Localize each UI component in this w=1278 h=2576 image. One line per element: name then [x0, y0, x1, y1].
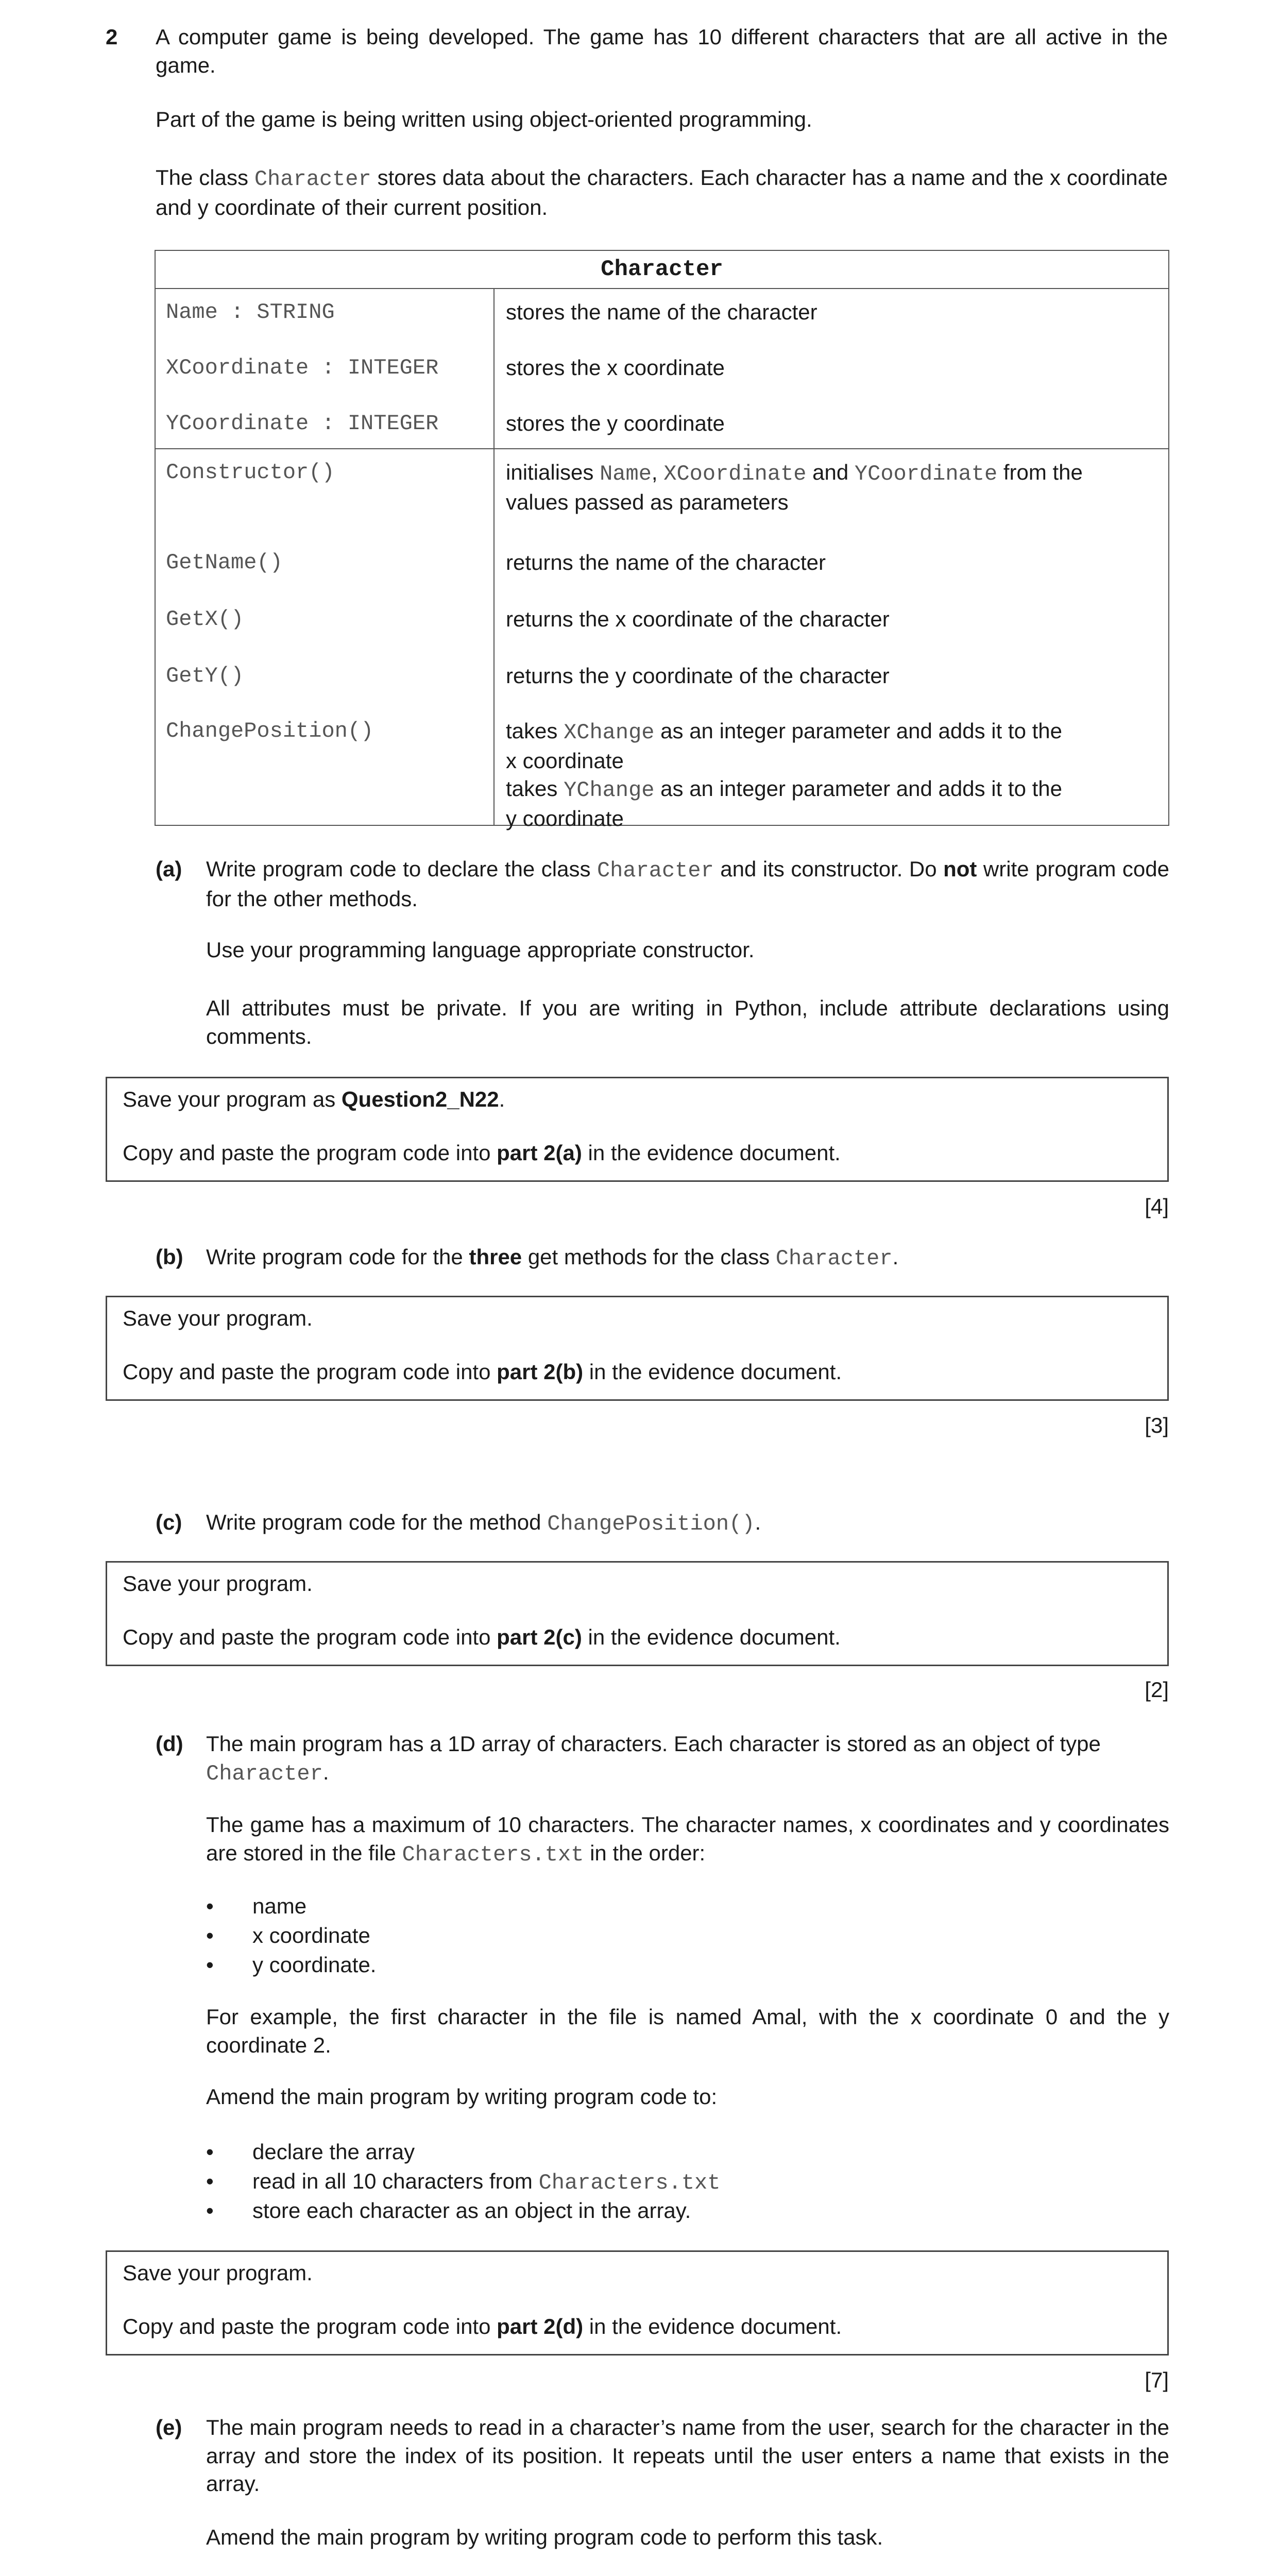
- part-b-evidence-box: [106, 1296, 1169, 1401]
- attr-ycoord-signature: YCoordinate : INTEGER: [166, 411, 439, 436]
- part-d-evidence-box: [106, 2250, 1169, 2355]
- part-d-intro: The main program has a 1D array of characters. Each character is stored as an object of type Character.: [206, 1732, 1101, 1786]
- method-gety-signature: GetY(): [166, 664, 244, 688]
- part-a-copy-instruction: Copy and paste the program code into part 2(a) in the evidence document.: [123, 1141, 841, 1165]
- part-a-private-note: All attributes must be private. If you are writing in Python, include attribute declarations using comments.: [206, 996, 1169, 1048]
- class-table: [155, 250, 1169, 831]
- method-getx-signature: GetX(): [166, 607, 244, 632]
- attr-ycoord-description: stores the y coordinate: [506, 411, 725, 435]
- intro-paragraph-3: The class Character stores data about the characters. Each character has a name and the x coordinate and y coordinate of their current position.: [156, 165, 1168, 219]
- part-b-save-instruction: Save your program.: [123, 1306, 313, 1330]
- part-b-instruction: Write program code for the three get methods for the class Character.: [206, 1245, 899, 1271]
- method-constructor-description: initialises Name, XCoordinate and YCoordinate from the values passed as parameters: [506, 460, 1083, 514]
- part-c-instruction: Write program code for the method ChangePosition().: [206, 1510, 761, 1536]
- part-c-save-instruction: Save your program.: [123, 1571, 313, 1596]
- attr-xcoord-description: stores the x coordinate: [506, 355, 725, 380]
- part-c-label: (c): [156, 1510, 182, 1534]
- part-d-label: (d): [156, 1732, 183, 1756]
- intro-paragraph-1: A computer game is being developed. The game has 10 different characters that are all active in the game.: [156, 25, 1168, 77]
- part-a-instruction: Write program code to declare the class Character and its constructor. Do not write program code for the other methods.: [206, 857, 1169, 911]
- part-c-copy-instruction: Copy and paste the program code into part 2(c) in the evidence document.: [123, 1625, 841, 1649]
- method-gety-description: returns the y coordinate of the character: [506, 664, 890, 688]
- method-getx-description: returns the x coordinate of the character: [506, 607, 890, 631]
- part-a-constructor-note: Use your programming language appropriate constructor.: [206, 938, 755, 962]
- question-number: 2: [106, 25, 118, 49]
- method-getname-description: returns the name of the character: [506, 550, 826, 574]
- part-d-task-declare: declare the array: [252, 2140, 415, 2164]
- class-table-title: Character: [601, 257, 723, 282]
- part-d-field-x: x coordinate: [252, 1923, 370, 1947]
- part-d-task-store: store each character as an object in the array.: [252, 2198, 691, 2223]
- part-b-copy-instruction: Copy and paste the program code into part 2(b) in the evidence document.: [123, 1360, 842, 1384]
- part-d-field-y: y coordinate.: [252, 1953, 377, 1977]
- part-d-field-name: name: [252, 1894, 307, 1918]
- part-d-amend-prompt: Amend the main program by writing program code to:: [206, 2084, 718, 2109]
- part-d-example: For example, the first character in the file is named Amal, with the x coordinate 0 and the y coordinate 2.: [206, 2005, 1169, 2057]
- part-d-marks: [7]: [1145, 2368, 1169, 2392]
- part-d-file-description: The game has a maximum of 10 characters. The character names, x coordinates and y coordinates are stored in the file Characters.txt in the order:: [206, 1812, 1169, 1867]
- part-b-marks: [3]: [1145, 1413, 1169, 1437]
- part-e-label: (e): [156, 2415, 182, 2439]
- part-a-evidence-box: [106, 1077, 1169, 1182]
- method-constructor-signature: Constructor(): [166, 460, 335, 485]
- part-a-label: (a): [156, 857, 182, 881]
- part-d-save-instruction: Save your program.: [123, 2261, 313, 2285]
- part-a-save-instruction: Save your program as Question2_N22.: [123, 1087, 505, 1111]
- method-getname-signature: GetName(): [166, 550, 283, 575]
- part-d-task-read: read in all 10 characters from Characters.txt: [252, 2169, 721, 2195]
- attr-name-description: stores the name of the character: [506, 300, 817, 324]
- part-e-amend-prompt: Amend the main program by writing program code to perform this task.: [206, 2525, 883, 2549]
- part-c-evidence-box: [106, 1561, 1169, 1666]
- part-d-copy-instruction: Copy and paste the program code into part 2(d) in the evidence document.: [123, 2314, 842, 2338]
- method-changeposition-description: takes XChange as an integer parameter and adds it to the x coordinate takes YChange as an integer parameter and adds it to the y coordinate: [506, 719, 1062, 831]
- intro-paragraph-2: Part of the game is being written using object-oriented programming.: [156, 107, 812, 131]
- part-a-marks: [4]: [1145, 1194, 1169, 1218]
- part-b-label: (b): [156, 1245, 183, 1269]
- attr-name-signature: Name : STRING: [166, 300, 335, 325]
- attr-xcoord-signature: XCoordinate : INTEGER: [166, 355, 439, 380]
- method-changeposition-signature: ChangePosition(): [166, 719, 374, 743]
- part-e-instruction: The main program needs to read in a character’s name from the user, search for the character in the array and store the index of its position. It repeats until the user enters a name that exists in the array.: [206, 2415, 1169, 2496]
- part-c-marks: [2]: [1145, 1677, 1169, 1702]
